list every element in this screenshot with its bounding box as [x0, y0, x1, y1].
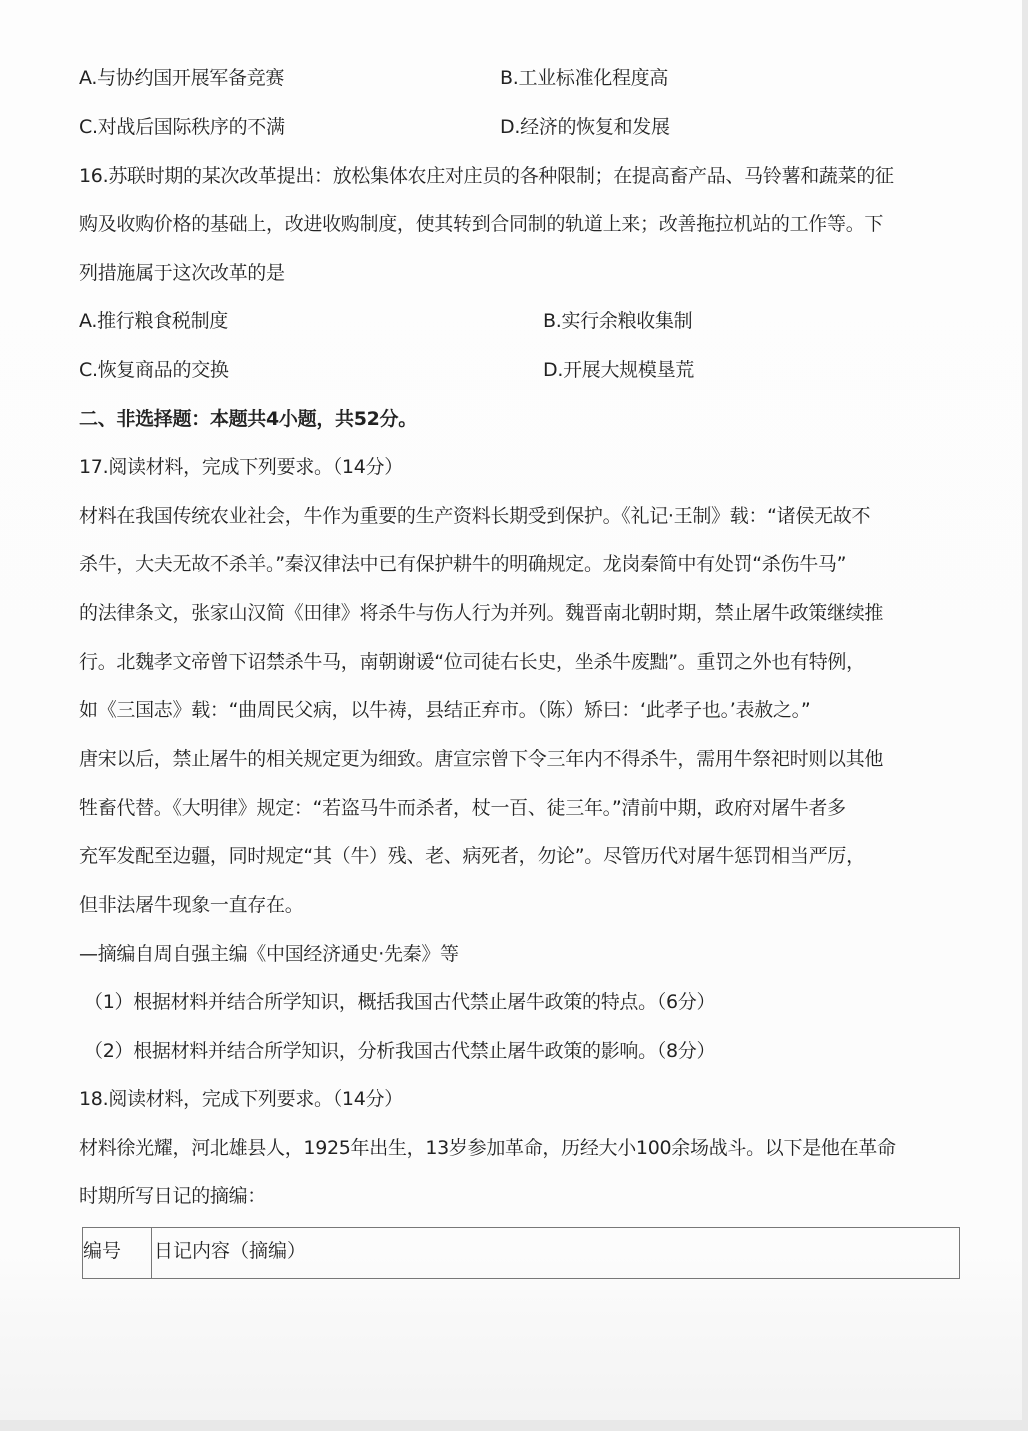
q15-option-d: D.经济的恢复和发展: [500, 116, 670, 138]
q16-option-b: B.实行余粮收集制: [543, 310, 693, 332]
q15-option-a: A.与协约国开展军备竞赛: [79, 67, 285, 89]
q17-material-line: 如《三国志》载：“曲周民父病，以牛祷，县结正弃市。（陈）矫曰：‘此孝子也。’表赦之。”: [79, 699, 811, 721]
q17-material-line: 行。北魏孝文帝曾下诏禁杀牛马，南朝谢谖“位司徒右长史，坐杀牛废黜”。重罚之外也有特例，: [79, 651, 865, 673]
diary-table: [82, 1227, 960, 1279]
q16-stem-line: 列措施属于这次改革的是: [79, 262, 285, 284]
q16-option-d: D.开展大规模垦荒: [543, 359, 694, 381]
q17-material-line: 充军发配至边疆，同时规定“其（牛）残、老、病死者，勿论”。尽管历代对屠牛惩罚相当严厉，: [79, 845, 865, 867]
q18-stem: 18.阅读材料，完成下列要求。（14分）: [79, 1088, 403, 1110]
q16-stem-line: 购及收购价格的基础上，改进收购制度，使其转到合同制的轨道上来；改善拖拉机站的工作等。下: [79, 213, 884, 235]
q15-option-c: C.对战后国际秩序的不满: [79, 116, 285, 138]
q17-material-line: 牲畜代替。《大明律》规定：“若盗马牛而杀者，杖一百、徒三年。”清前中期，政府对屠牛者多: [79, 797, 846, 819]
q17-subquestion-1: （1）根据材料并结合所学知识，概括我国古代禁止屠牛政策的特点。（6分）: [84, 991, 716, 1013]
section-heading: 二、非选择题：本题共4小题，共52分。: [79, 408, 417, 430]
q17-material-line: 杀牛，大夫无故不杀羊。”秦汉律法中已有保护耕牛的明确规定。龙岗秦简中有处罚“杀伤牛马”: [79, 553, 847, 575]
q17-material-line: 但非法屠牛现象一直存在。: [79, 894, 304, 916]
q18-material-line: 材料徐光耀，河北雄县人，1925年出生，13岁参加革命，历经大小100余场战斗。以下是他在革命: [79, 1137, 896, 1159]
q16-option-c: C.恢复商品的交换: [79, 359, 229, 381]
q17-source: —摘编自周自强主编《中国经济通史·先秦》等: [79, 943, 459, 965]
q18-material-line: 时期所写日记的摘编：: [79, 1185, 267, 1207]
q17-material-line: 的法律条文，张家山汉简《田律》将杀牛与伤人行为并列。魏晋南北朝时期，禁止屠牛政策继续推: [79, 602, 884, 624]
q17-subquestion-2: （2）根据材料并结合所学知识，分析我国古代禁止屠牛政策的影响。（8分）: [84, 1040, 716, 1062]
q17-stem: 17.阅读材料，完成下列要求。（14分）: [79, 456, 403, 478]
table-header-number: 编号: [83, 1228, 152, 1278]
q17-material-line: 材料在我国传统农业社会，牛作为重要的生产资料长期受到保护。《礼记·王制》载：“诸侯无故不: [79, 505, 871, 527]
q16-stem-line: 16.苏联时期的某次改革提出：放松集体农庄对庄员的各种限制；在提高畜产品、马铃薯和蔬菜的征: [79, 165, 894, 187]
q16-option-a: A.推行粮食税制度: [79, 310, 229, 332]
q17-material-line: 唐宋以后，禁止屠牛的相关规定更为细致。唐宣宗曾下令三年内不得杀牛，需用牛祭祀时则以其他: [79, 748, 884, 770]
q15-option-b: B.工业标准化程度高: [500, 67, 669, 89]
table-header-content: 日记内容（摘编）: [154, 1240, 307, 1262]
